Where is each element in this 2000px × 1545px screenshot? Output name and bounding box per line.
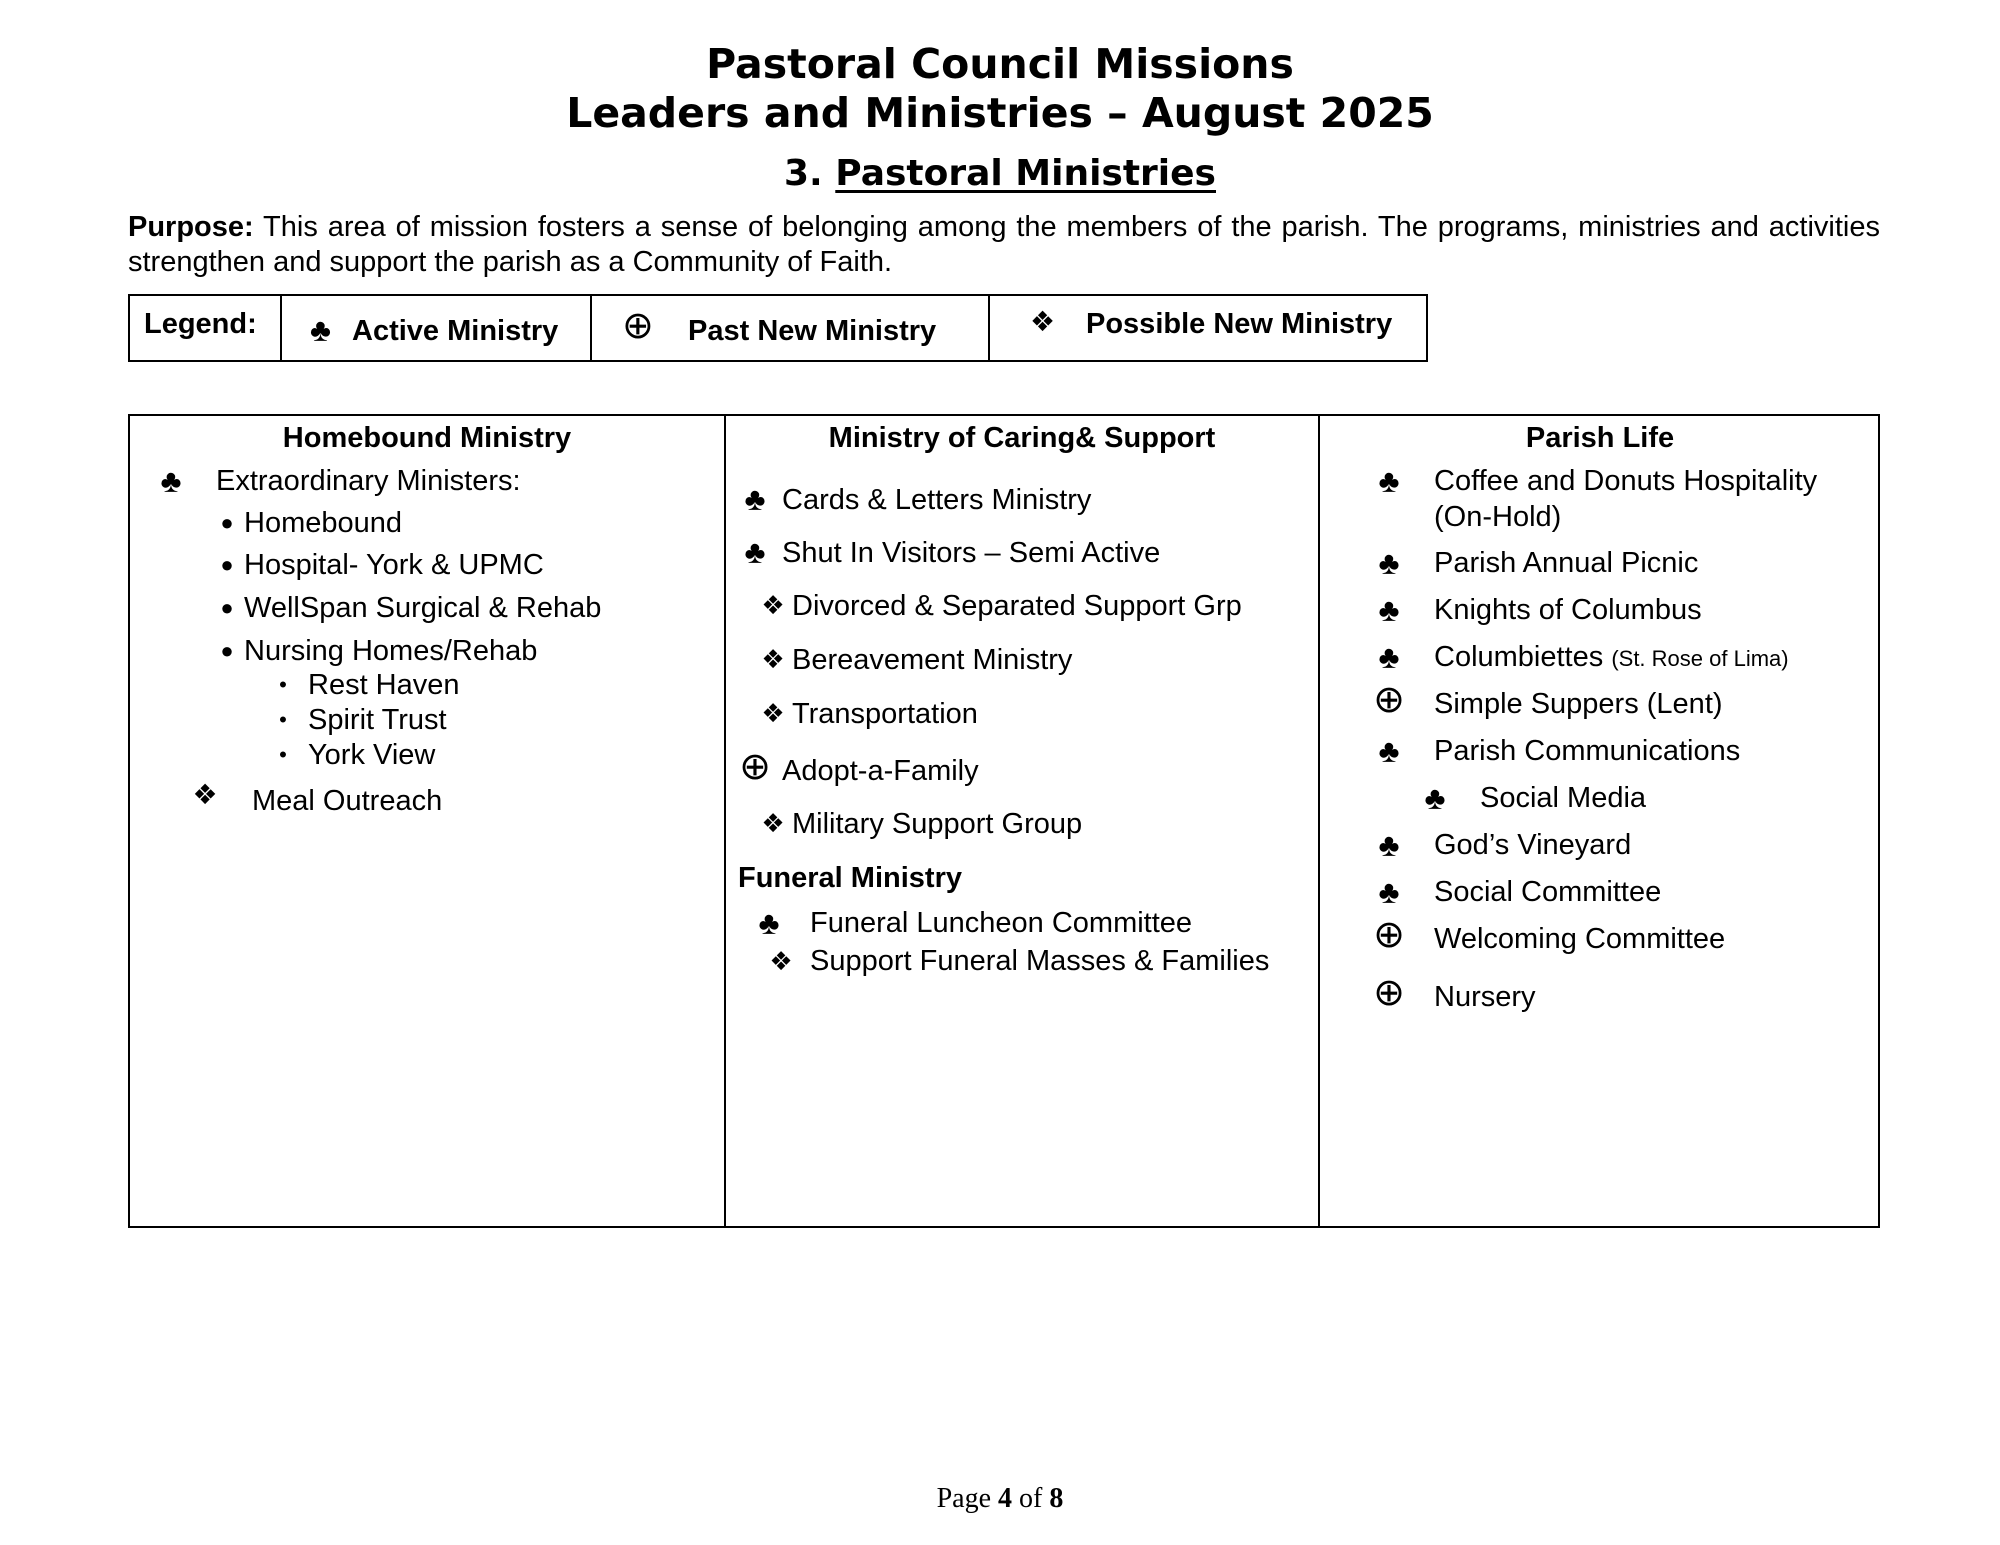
title-line-2: Leaders and Ministries – August 2025 (566, 89, 1434, 137)
legend-box (128, 294, 1428, 362)
circle-plus-icon: ⊕ (622, 305, 654, 347)
purpose-paragraph (128, 210, 1880, 280)
club-icon: ♣ (1378, 733, 1400, 769)
section-title (0, 153, 2000, 194)
club-icon: ♣ (1378, 545, 1400, 581)
list-item: Knights of Columbus (1434, 594, 1702, 626)
diamond-cluster-icon: ❖ (192, 779, 218, 810)
club-icon: ♣ (1378, 639, 1400, 675)
bullet-icon: • (279, 742, 287, 767)
bullet-icon: • (279, 707, 287, 732)
club-icon: ♣ (1424, 780, 1446, 816)
list-item: Divorced & Separated Support Grp (792, 590, 1242, 622)
list-item: Social Committee (1434, 876, 1662, 908)
list-item: God’s Vineyard (1434, 829, 1632, 861)
caring-heading: Ministry of Caring& Support (828, 422, 1216, 454)
bullet-icon: ● (220, 510, 234, 535)
bullet-icon: ● (220, 638, 234, 663)
list-item-continuation: (On-Hold) (1434, 501, 1562, 533)
list-item: WellSpan Surgical & Rehab (244, 592, 602, 624)
bullet-icon: • (279, 672, 287, 697)
of-word: of (1019, 1483, 1043, 1514)
diamond-cluster-icon: ❖ (769, 946, 793, 976)
diamond-cluster-icon: ❖ (761, 590, 785, 620)
funeral-ministry-heading: Funeral Ministry (738, 862, 962, 894)
legend-possible-cell (990, 296, 1426, 360)
list-item-note: (St. Rose of Lima) (1611, 646, 1789, 671)
list-item: Funeral Luncheon Committee (810, 907, 1193, 939)
list-item: Homebound (244, 507, 402, 539)
list-item: Shut In Visitors – Semi Active (782, 537, 1161, 569)
club-icon: ♣ (1378, 463, 1400, 499)
column-divider (724, 416, 726, 1226)
parish-life-heading: Parish Life (1525, 422, 1675, 454)
list-item: Adopt-a-Family (782, 755, 979, 787)
page-word: Page (936, 1483, 992, 1514)
club-icon: ♣ (310, 312, 331, 348)
list-item: Welcoming Committee (1434, 923, 1726, 955)
list-item: Spirit Trust (308, 704, 447, 736)
club-icon: ♣ (1378, 874, 1400, 910)
list-item: Simple Suppers (Lent) (1434, 688, 1723, 720)
list-item: Nursing Homes/Rehab (244, 635, 538, 667)
list-item: Hospital- York & UPMC (244, 549, 544, 581)
legend-label-cell (130, 296, 282, 360)
legend-active-cell (282, 296, 592, 360)
bullet-icon: ● (220, 595, 234, 620)
legend-label: Legend: (144, 308, 257, 340)
list-item: Extraordinary Ministers: (216, 465, 521, 497)
page-number: 4 (998, 1483, 1013, 1514)
list-item (1434, 640, 1789, 676)
legend-possible-text: Possible New Ministry (1086, 308, 1393, 340)
list-item-text: Columbiettes (1434, 641, 1604, 673)
title-line-1: Pastoral Council Missions (706, 40, 1294, 88)
list-item: Transportation (792, 698, 978, 730)
diamond-cluster-icon: ❖ (761, 698, 785, 728)
club-icon: ♣ (1378, 827, 1400, 863)
list-item: Support Funeral Masses & Families (810, 945, 1270, 977)
list-item: York View (308, 739, 436, 771)
ministries-table (128, 414, 1880, 1228)
club-icon: ♣ (744, 534, 766, 570)
diamond-cluster-icon: ❖ (761, 644, 785, 674)
list-item: Parish Annual Picnic (1434, 547, 1699, 579)
list-item: Rest Haven (308, 669, 460, 701)
list-item: Social Media (1480, 782, 1647, 814)
legend-past-text: Past New Ministry (688, 315, 937, 347)
list-item: Military Support Group (792, 808, 1083, 840)
list-item: Nursery (1434, 981, 1536, 1013)
list-item: Cards & Letters Ministry (782, 484, 1092, 516)
bullet-icon: ● (220, 552, 234, 577)
purpose-text: This area of mission fosters a sense of belonging among the members of the parish. The programs, ministries and activities strengthen and support the parish as a Community of Faith. (128, 211, 1880, 278)
total-pages: 8 (1049, 1483, 1064, 1514)
list-item: Bereavement Ministry (792, 644, 1073, 676)
section-name: Pastoral Ministries (835, 153, 1216, 194)
purpose-label: Purpose: (128, 211, 254, 243)
list-item: Meal Outreach (252, 785, 443, 817)
page-footer (0, 1483, 2000, 1515)
club-icon: ♣ (1378, 592, 1400, 628)
column-divider (1318, 416, 1320, 1226)
section-number: 3. (784, 153, 823, 194)
diamond-cluster-icon: ❖ (1030, 306, 1056, 337)
legend-active-text: Active Ministry (352, 315, 559, 347)
diamond-cluster-icon: ❖ (761, 808, 785, 838)
club-icon: ♣ (758, 905, 780, 941)
club-icon: ♣ (744, 481, 766, 517)
list-item: Parish Communications (1434, 735, 1741, 767)
legend-past-cell (592, 296, 990, 360)
list-item: Coffee and Donuts Hospitality (1434, 465, 1818, 497)
circle-plus-icon: ⊕ (1373, 972, 1405, 1014)
circle-plus-icon: ⊕ (1373, 679, 1405, 721)
club-icon: ♣ (160, 463, 182, 499)
homebound-heading: Homebound Ministry (282, 422, 572, 454)
circle-plus-icon: ⊕ (1373, 914, 1405, 956)
circle-plus-icon: ⊕ (739, 746, 771, 788)
